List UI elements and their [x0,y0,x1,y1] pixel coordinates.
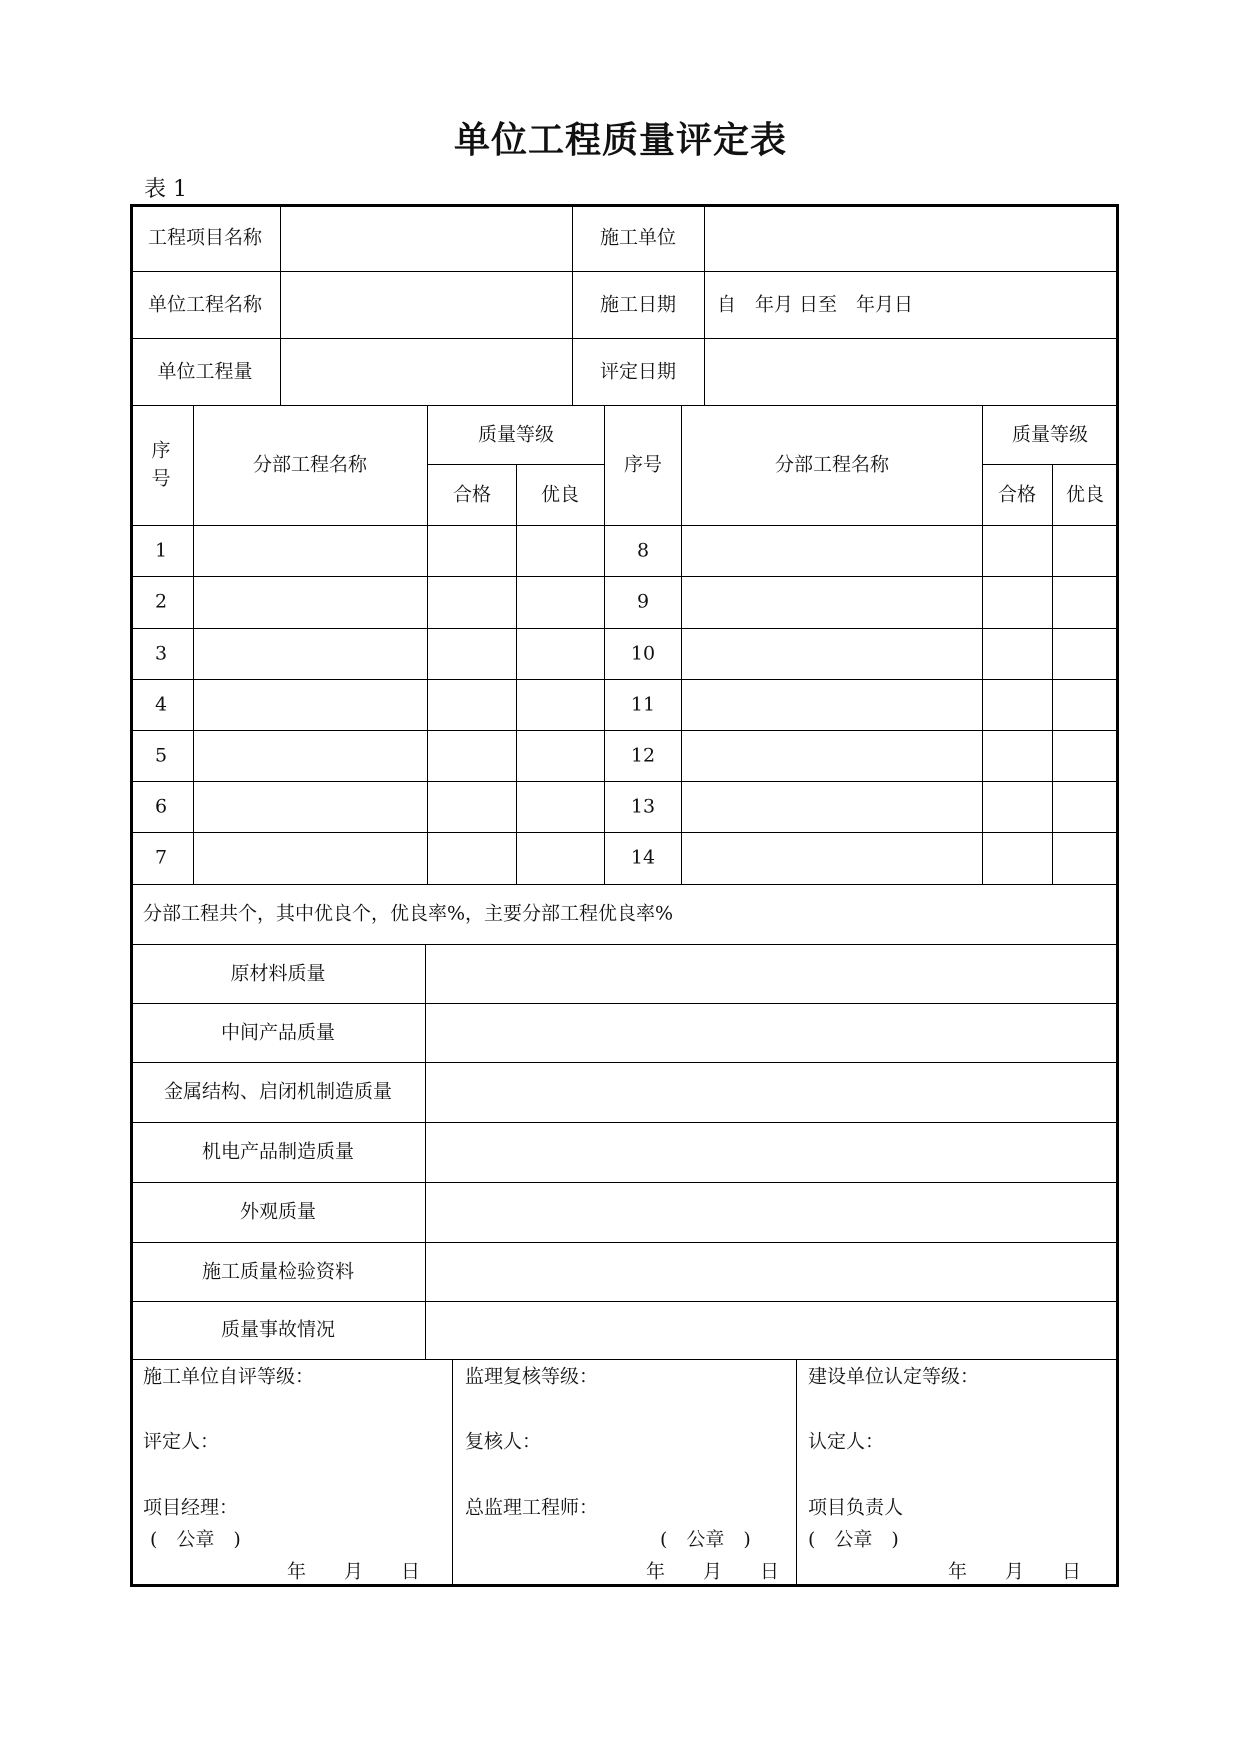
row-number: 1 [154,539,168,562]
page-title: 单位工程质量评定表 [453,119,787,161]
unit-quantity-label: 单位工程量 [157,360,253,383]
item-label: 施工质量检验资料 [201,1260,355,1283]
grade-label-right: 质量等级 [1011,423,1089,446]
row-divider [130,1359,1119,1360]
owner-manager-label: 项目负责人 [808,1496,904,1519]
grade-label-left: 质量等级 [477,423,555,446]
row-number: 14 [630,846,656,869]
row-number: 13 [630,795,656,818]
construction-date: 年 月 日 [287,1560,421,1583]
col-divider [704,204,705,405]
row-divider [130,405,1119,406]
owner-grade-label: 建设单位认定等级： [808,1365,980,1388]
excellent-label-left: 优良 [540,483,580,506]
construction-seal: ( 公章 ) [150,1528,241,1551]
supervision-seal: ( 公章 ) [660,1528,751,1551]
construction-unit-label: 施工单位 [599,226,677,249]
col-divider [193,405,194,884]
row-divider [130,338,1119,339]
part-name-label-right: 分部工程名称 [774,453,890,476]
row-number: 2 [154,590,168,613]
summary-text: 分部工程共个，其中优良个，优良率%，主要分部工程优良率% [143,902,674,925]
row-divider [130,832,1119,833]
col-divider [604,405,605,884]
construction-grade-label: 施工单位自评等级： [143,1365,315,1388]
table-number: 表 1 [144,177,187,202]
row-number: 6 [154,795,168,818]
seq-label-left [147,437,175,492]
evaluation-date-label: 评定日期 [599,360,677,383]
evaluation-table [130,204,1119,1587]
row-number: 10 [630,642,656,665]
col-divider [427,405,428,884]
row-divider [130,1062,1119,1063]
row-divider [130,1003,1119,1004]
row-divider [130,781,1119,782]
row-divider [130,884,1119,885]
seq-char-1: 序 [151,439,171,462]
row-number: 3 [154,642,168,665]
seq-char-2: 号 [151,467,171,489]
row-divider [130,1182,1119,1183]
supervision-manager-label: 总监理工程师： [465,1496,599,1519]
row-divider [130,1242,1119,1243]
owner-seal: ( 公章 ) [808,1528,899,1551]
row-divider [130,944,1119,945]
row-number: 7 [154,846,168,869]
item-label: 机电产品制造质量 [201,1140,355,1163]
construction-manager-label: 项目经理： [143,1496,239,1519]
supervision-date: 年 月 日 [646,1560,780,1583]
row-divider [130,1122,1119,1123]
col-divider [1052,464,1053,884]
supervision-grade-label: 监理复核等级： [465,1365,599,1388]
row-divider [130,730,1119,731]
row-divider [130,271,1119,272]
col-divider [572,204,573,405]
col-divider [982,405,983,884]
row-number: 11 [630,693,656,716]
col-divider [681,405,682,884]
col-divider [452,1359,453,1587]
item-label: 中间产品质量 [220,1021,336,1044]
construction-date-label: 施工日期 [599,293,677,316]
owner-person-label: 认定人： [808,1430,885,1453]
seq-label-right: 序号 [623,453,663,476]
excellent-label-right: 优良 [1065,483,1105,506]
construction-person-label: 评定人： [143,1430,220,1453]
col-divider [796,1359,797,1587]
item-label: 外观质量 [239,1200,317,1223]
row-number: 8 [636,539,650,562]
row-number: 4 [154,693,168,716]
item-label: 原材料质量 [230,962,326,985]
row-number: 5 [154,744,168,767]
row-divider [130,1301,1119,1302]
owner-date: 年 月 日 [948,1560,1082,1583]
row-divider [130,679,1119,680]
col-divider [516,464,517,884]
qualified-label-right: 合格 [997,483,1037,506]
construction-date-value: 自 年月 日至 年月日 [717,293,914,316]
supervision-person-label: 复核人： [465,1430,542,1453]
row-number: 12 [630,744,656,767]
item-label: 质量事故情况 [220,1318,336,1341]
row-divider [130,576,1119,577]
part-name-label-left: 分部工程名称 [252,453,368,476]
item-label: 金属结构、启闭机制造质量 [163,1080,393,1103]
row-divider [130,525,1119,526]
col-divider [280,204,281,405]
unit-project-name-label: 单位工程名称 [147,293,263,316]
col-divider [425,944,426,1359]
project-name-label: 工程项目名称 [147,226,263,249]
row-number: 9 [636,590,650,613]
grade-divider-right [982,464,1119,465]
qualified-label-left: 合格 [452,483,492,506]
row-divider [130,628,1119,629]
